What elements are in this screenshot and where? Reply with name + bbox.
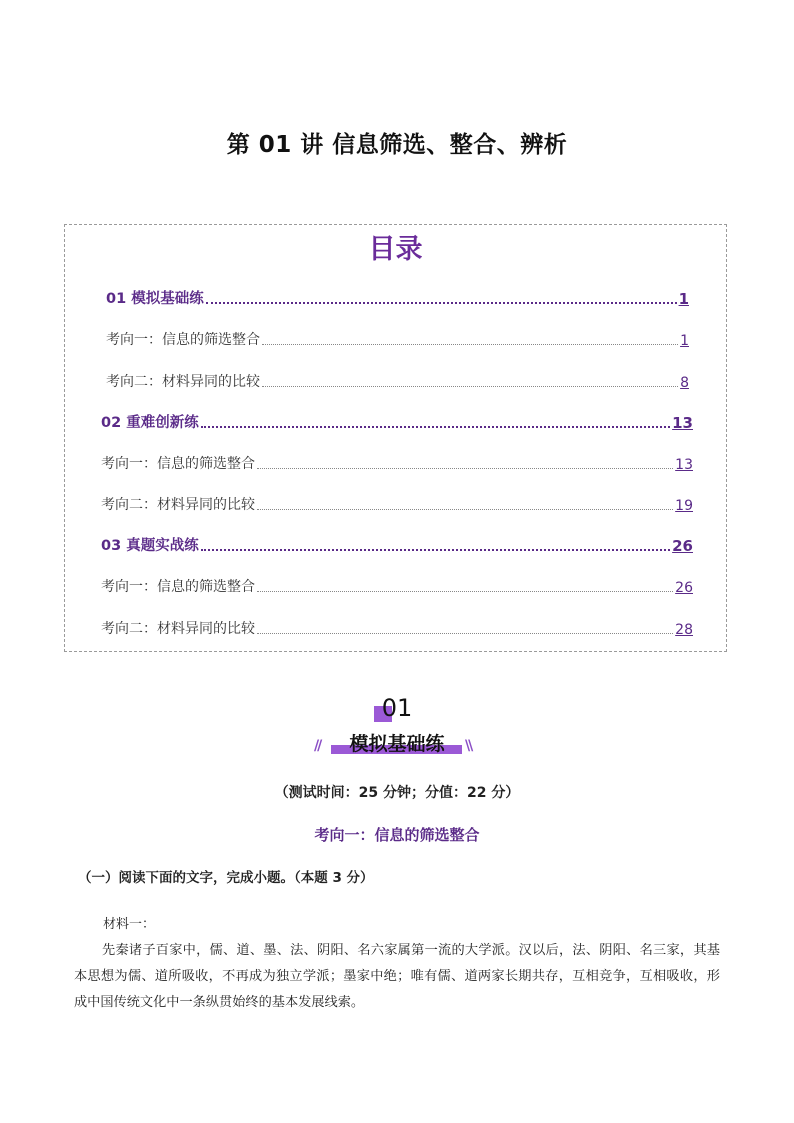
- section-title: 模拟基础练: [349, 733, 445, 755]
- toc-leader: [262, 344, 678, 345]
- toc-page-link[interactable]: 26: [675, 580, 693, 596]
- page-title: 第 01 讲 信息筛选、整合、辨析: [226, 132, 568, 158]
- toc-entry-01-2[interactable]: [106, 371, 689, 391]
- toc-entry-label: 01 模拟基础练: [106, 291, 204, 307]
- section-number: 01: [381, 694, 413, 722]
- slash-decoration-left: //: [314, 738, 321, 754]
- slash-decoration-right: \\: [465, 738, 472, 754]
- material-label: 材料一：: [103, 917, 156, 932]
- toc-page-link[interactable]: 13: [675, 457, 693, 473]
- toc-entry-label: 03 真题实战练: [101, 538, 199, 554]
- direction-heading: 考向一：信息的筛选整合: [314, 826, 480, 844]
- toc-leader: [257, 468, 673, 469]
- toc-entry-label: 考向一：信息的筛选整合: [106, 332, 260, 348]
- toc-entry-02-1[interactable]: [101, 453, 693, 473]
- question-prompt: （一）阅读下面的文字，完成小题。（本题 3 分）: [78, 870, 374, 886]
- toc-entry-03-1[interactable]: [101, 576, 693, 596]
- toc-entry-label: 考向二：材料异同的比较: [101, 497, 255, 513]
- toc-leader: [257, 633, 673, 634]
- toc-entry-label: 考向一：信息的筛选整合: [101, 579, 255, 595]
- toc-entry-label: 考向二：材料异同的比较: [106, 374, 260, 390]
- table-of-contents: [64, 224, 727, 652]
- toc-page-link[interactable]: 8: [680, 375, 689, 391]
- toc-entry-02-2[interactable]: [101, 494, 693, 514]
- toc-leader: [201, 426, 670, 428]
- toc-page-link[interactable]: 13: [672, 414, 693, 432]
- toc-entry-02[interactable]: [101, 412, 693, 432]
- toc-entry-03[interactable]: [101, 535, 693, 555]
- toc-entry-label: 02 重难创新练: [101, 415, 199, 431]
- toc-leader: [262, 386, 678, 387]
- toc-entry-03-2[interactable]: [101, 618, 693, 638]
- toc-leader: [206, 302, 677, 304]
- toc-heading: 目录: [368, 234, 423, 265]
- toc-entry-01[interactable]: [106, 288, 689, 308]
- toc-page-link[interactable]: 19: [675, 498, 693, 514]
- toc-leader: [257, 509, 673, 510]
- toc-entry-label: 考向二：材料异同的比较: [101, 621, 255, 637]
- toc-page-link[interactable]: 1: [680, 333, 689, 349]
- toc-page-link[interactable]: 28: [675, 622, 693, 638]
- toc-entry-label: 考向一：信息的筛选整合: [101, 456, 255, 472]
- toc-page-link[interactable]: 1: [678, 290, 689, 308]
- toc-page-link[interactable]: 26: [672, 537, 693, 555]
- toc-leader: [201, 549, 670, 551]
- toc-entry-01-1[interactable]: [106, 329, 689, 349]
- test-info: （测试时间：25 分钟；分值：22 分）: [274, 785, 520, 801]
- material-text: 先秦诸子百家中，儒、道、墨、法、阴阳、名六家属第一流的大学派。汉以后，法、阴阳、名三家，其基本思想为儒、道所吸收，不再成为独立学派；墨家中绝；唯有儒、道两家长期共存，互相竞争，互相吸收，形成中国传统文化中一条纵贯始终的基本发展线索。: [74, 943, 720, 1010]
- toc-leader: [257, 591, 673, 592]
